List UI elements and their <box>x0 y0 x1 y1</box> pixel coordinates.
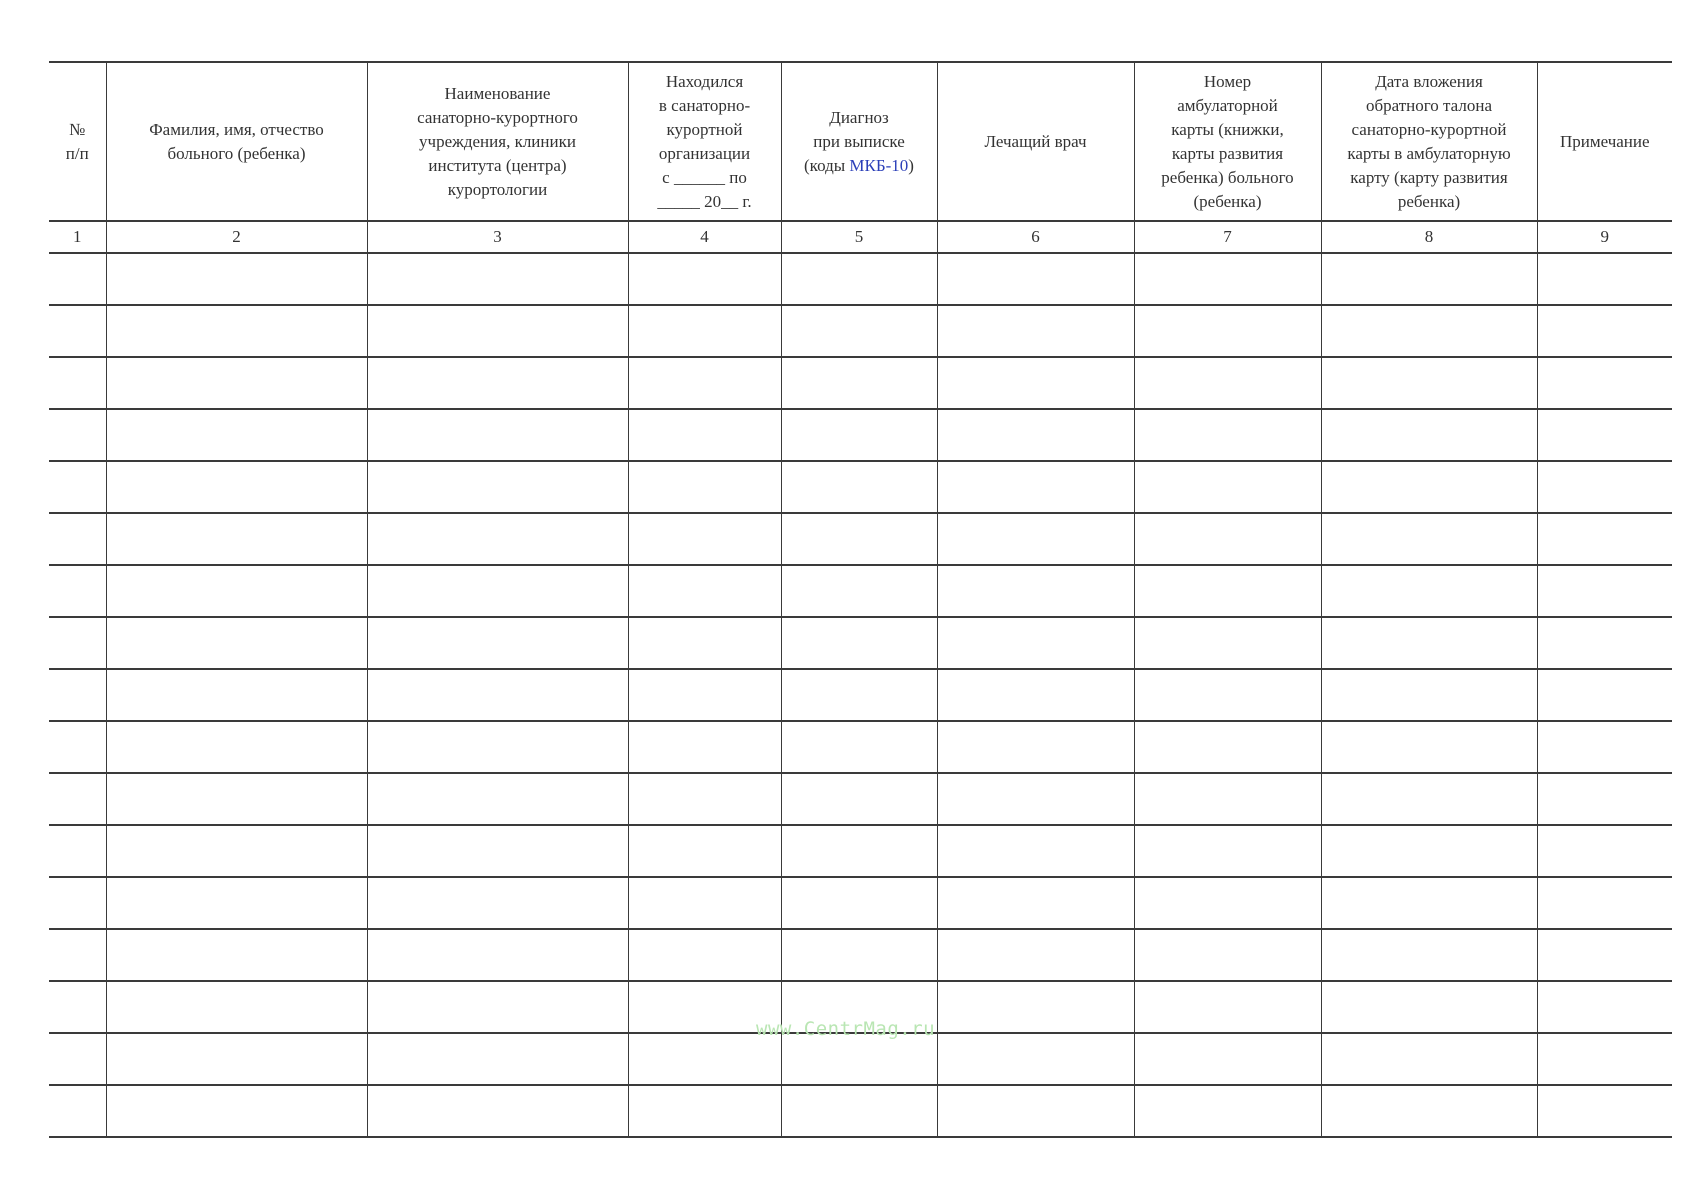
table-cell[interactable] <box>106 773 367 825</box>
table-cell[interactable] <box>106 929 367 981</box>
table-cell[interactable] <box>106 617 367 669</box>
table-cell[interactable] <box>367 981 628 1033</box>
table-cell[interactable] <box>937 981 1134 1033</box>
table-cell[interactable] <box>1321 929 1537 981</box>
table-cell[interactable] <box>106 1033 367 1085</box>
diagnosis-code-prefix: (коды <box>804 155 850 175</box>
column-number: 9 <box>1537 221 1672 253</box>
table-cell[interactable] <box>781 825 937 877</box>
table-cell[interactable] <box>106 513 367 565</box>
table-cell[interactable] <box>628 721 781 773</box>
table-cell[interactable] <box>106 305 367 357</box>
table-cell[interactable] <box>367 929 628 981</box>
column-number: 1 <box>49 221 106 253</box>
header-diagnosis: Диагноз при выписке (коды МКБ-10) <box>781 62 937 221</box>
table-cell[interactable] <box>781 1085 937 1137</box>
column-header-row <box>49 62 1672 221</box>
table-cell[interactable] <box>628 409 781 461</box>
column-number: 8 <box>1321 221 1537 253</box>
table-cell[interactable] <box>1321 305 1537 357</box>
table-cell[interactable] <box>367 305 628 357</box>
header-patient-name: Фамилия, имя, отчество больного (ребенка) <box>106 62 367 221</box>
header-number: № п/п <box>49 62 106 221</box>
table-cell[interactable] <box>628 1085 781 1137</box>
table-cell[interactable] <box>937 1085 1134 1137</box>
table-cell[interactable] <box>106 877 367 929</box>
header-outpatient-card-number: Номер амбулаторной карты (книжки, карты развития ребенка) больного (ребенка) <box>1134 62 1321 221</box>
table-cell[interactable] <box>1537 721 1672 773</box>
table-cell[interactable] <box>106 253 367 305</box>
table-cell[interactable] <box>1321 877 1537 929</box>
table-cell[interactable] <box>1537 409 1672 461</box>
table-cell[interactable] <box>781 721 937 773</box>
table-cell[interactable] <box>106 825 367 877</box>
table-cell[interactable] <box>628 617 781 669</box>
table-cell[interactable] <box>1537 305 1672 357</box>
table-cell[interactable] <box>367 513 628 565</box>
table-cell[interactable] <box>106 357 367 409</box>
table-cell[interactable] <box>1134 877 1321 929</box>
table-cell[interactable] <box>106 461 367 513</box>
table-cell[interactable] <box>1321 617 1537 669</box>
table-cell[interactable] <box>937 357 1134 409</box>
table-cell[interactable] <box>628 929 781 981</box>
table-cell[interactable] <box>1321 357 1537 409</box>
diagnosis-code-suffix: ) <box>908 155 914 175</box>
table-cell[interactable] <box>1134 981 1321 1033</box>
table-cell[interactable] <box>367 721 628 773</box>
table-cell[interactable] <box>1537 669 1672 721</box>
table-cell[interactable] <box>781 929 937 981</box>
table-cell[interactable] <box>1134 357 1321 409</box>
table-row <box>49 305 1672 357</box>
table-cell[interactable] <box>49 981 106 1033</box>
sanatorium-register-table <box>49 61 1672 1138</box>
table-cell[interactable] <box>1537 1033 1672 1085</box>
table-cell[interactable] <box>1537 565 1672 617</box>
header-return-coupon-date: Дата вложения обратного талона санаторно-курортной карты в амбулаторную карту (карту развития ребенка) <box>1321 62 1537 221</box>
table-cell[interactable] <box>628 669 781 721</box>
table-cell[interactable] <box>781 409 937 461</box>
table-cell[interactable] <box>1321 253 1537 305</box>
table-cell[interactable] <box>106 565 367 617</box>
column-number: 2 <box>106 221 367 253</box>
table-row <box>49 357 1672 409</box>
table-row <box>49 1085 1672 1137</box>
table-cell[interactable] <box>781 461 937 513</box>
table-cell[interactable] <box>49 1085 106 1137</box>
table-cell[interactable] <box>106 981 367 1033</box>
table-cell[interactable] <box>1321 773 1537 825</box>
table-cell[interactable] <box>1537 253 1672 305</box>
table-cell[interactable] <box>106 721 367 773</box>
table-cell[interactable] <box>628 565 781 617</box>
table-row <box>49 669 1672 721</box>
table-cell[interactable] <box>1134 721 1321 773</box>
table-cell[interactable] <box>781 513 937 565</box>
table-cell[interactable] <box>49 409 106 461</box>
table-cell[interactable] <box>49 357 106 409</box>
table-row <box>49 929 1672 981</box>
table-cell[interactable] <box>1537 461 1672 513</box>
table-cell[interactable] <box>628 461 781 513</box>
table-row <box>49 773 1672 825</box>
table-cell[interactable] <box>367 617 628 669</box>
table-cell[interactable] <box>937 409 1134 461</box>
header-institution: Наименование санаторно-курортного учреждения, клиники института (центра) курортологии <box>367 62 628 221</box>
table-cell[interactable] <box>781 669 937 721</box>
table-cell[interactable] <box>1321 409 1537 461</box>
table-cell[interactable] <box>628 1033 781 1085</box>
table-cell[interactable] <box>1134 513 1321 565</box>
table-cell[interactable] <box>1134 825 1321 877</box>
table-cell[interactable] <box>49 253 106 305</box>
table-cell[interactable] <box>1321 825 1537 877</box>
table-cell[interactable] <box>1537 1085 1672 1137</box>
table-cell[interactable] <box>937 669 1134 721</box>
table-cell[interactable] <box>1537 617 1672 669</box>
table-cell[interactable] <box>49 617 106 669</box>
table-cell[interactable] <box>1537 825 1672 877</box>
column-number-row <box>49 221 1672 253</box>
header-notes: Примечание <box>1537 62 1672 221</box>
table-cell[interactable] <box>781 773 937 825</box>
table-cell[interactable] <box>49 773 106 825</box>
table-cell[interactable] <box>937 565 1134 617</box>
table-cell[interactable] <box>49 305 106 357</box>
table-cell[interactable] <box>1321 669 1537 721</box>
table-cell[interactable] <box>367 825 628 877</box>
table-cell[interactable] <box>1321 981 1537 1033</box>
column-number: 7 <box>1134 221 1321 253</box>
table-cell[interactable] <box>781 877 937 929</box>
table-body <box>49 253 1672 1137</box>
table-cell[interactable] <box>1134 669 1321 721</box>
table-row <box>49 825 1672 877</box>
table-cell[interactable] <box>1134 1085 1321 1137</box>
table-cell[interactable] <box>781 253 937 305</box>
table-cell[interactable] <box>1537 513 1672 565</box>
table-cell[interactable] <box>1537 357 1672 409</box>
column-number: 3 <box>367 221 628 253</box>
table-row <box>49 1033 1672 1085</box>
table-cell[interactable] <box>367 357 628 409</box>
table-row <box>49 409 1672 461</box>
table-cell[interactable] <box>628 357 781 409</box>
header-attending-doctor: Лечащий врач <box>937 62 1134 221</box>
table-cell[interactable] <box>1321 461 1537 513</box>
table-cell[interactable] <box>937 825 1134 877</box>
table-cell[interactable] <box>937 253 1134 305</box>
table-cell[interactable] <box>1537 877 1672 929</box>
header-stay-period: Находился в санаторно- курортной организации с ______ по _____ 20__ г. <box>628 62 781 221</box>
table-cell[interactable] <box>1134 565 1321 617</box>
table-cell[interactable] <box>49 1033 106 1085</box>
table-cell[interactable] <box>628 825 781 877</box>
table-cell[interactable] <box>1134 617 1321 669</box>
table-cell[interactable] <box>49 461 106 513</box>
table-cell[interactable] <box>1134 305 1321 357</box>
table-cell[interactable] <box>1134 253 1321 305</box>
table-cell[interactable] <box>1321 565 1537 617</box>
table-cell[interactable] <box>628 877 781 929</box>
table-cell[interactable] <box>1134 461 1321 513</box>
table-cell[interactable] <box>1321 721 1537 773</box>
table-cell[interactable] <box>106 1085 367 1137</box>
table-cell[interactable] <box>781 1033 937 1085</box>
table-row <box>49 461 1672 513</box>
table-cell[interactable] <box>628 513 781 565</box>
table-cell[interactable] <box>781 357 937 409</box>
table-cell[interactable] <box>781 617 937 669</box>
column-number: 4 <box>628 221 781 253</box>
table-cell[interactable] <box>1537 929 1672 981</box>
table-cell[interactable] <box>1321 513 1537 565</box>
table-cell[interactable] <box>781 565 937 617</box>
table-cell[interactable] <box>781 305 937 357</box>
register-form <box>49 61 1672 1138</box>
table-cell[interactable] <box>628 773 781 825</box>
table-cell[interactable] <box>367 1085 628 1137</box>
table-cell[interactable] <box>367 253 628 305</box>
table-cell[interactable] <box>367 669 628 721</box>
table-cell[interactable] <box>49 721 106 773</box>
table-cell[interactable] <box>49 669 106 721</box>
column-number: 5 <box>781 221 937 253</box>
table-cell[interactable] <box>1321 1033 1537 1085</box>
table-row <box>49 877 1672 929</box>
table-cell[interactable] <box>49 929 106 981</box>
table-cell[interactable] <box>367 877 628 929</box>
table-cell[interactable] <box>1134 773 1321 825</box>
table-cell[interactable] <box>628 253 781 305</box>
table-cell[interactable] <box>937 721 1134 773</box>
table-cell[interactable] <box>367 409 628 461</box>
table-row <box>49 253 1672 305</box>
table-cell[interactable] <box>49 565 106 617</box>
table-cell[interactable] <box>49 513 106 565</box>
table-cell[interactable] <box>106 669 367 721</box>
table-cell[interactable] <box>367 773 628 825</box>
table-cell[interactable] <box>1134 929 1321 981</box>
table-cell[interactable] <box>937 773 1134 825</box>
table-cell[interactable] <box>937 461 1134 513</box>
table-cell[interactable] <box>1537 981 1672 1033</box>
table-cell[interactable] <box>367 461 628 513</box>
table-row <box>49 565 1672 617</box>
table-cell[interactable] <box>367 565 628 617</box>
table-cell[interactable] <box>1537 773 1672 825</box>
table-row <box>49 617 1672 669</box>
table-cell[interactable] <box>1134 1033 1321 1085</box>
table-row <box>49 513 1672 565</box>
table-cell[interactable] <box>937 305 1134 357</box>
table-cell[interactable] <box>937 1033 1134 1085</box>
table-cell[interactable] <box>49 825 106 877</box>
table-cell[interactable] <box>937 929 1134 981</box>
table-cell[interactable] <box>937 513 1134 565</box>
table-cell[interactable] <box>1321 1085 1537 1137</box>
table-cell[interactable] <box>937 617 1134 669</box>
table-cell[interactable] <box>106 409 367 461</box>
table-cell[interactable] <box>49 877 106 929</box>
mkb-10-link[interactable]: МКБ-10 <box>849 155 909 175</box>
table-cell[interactable] <box>937 877 1134 929</box>
watermark: www.CentrMag.ru <box>756 1018 936 1040</box>
table-row <box>49 721 1672 773</box>
table-cell[interactable] <box>367 1033 628 1085</box>
table-cell[interactable] <box>628 305 781 357</box>
table-cell[interactable] <box>1134 409 1321 461</box>
column-number: 6 <box>937 221 1134 253</box>
